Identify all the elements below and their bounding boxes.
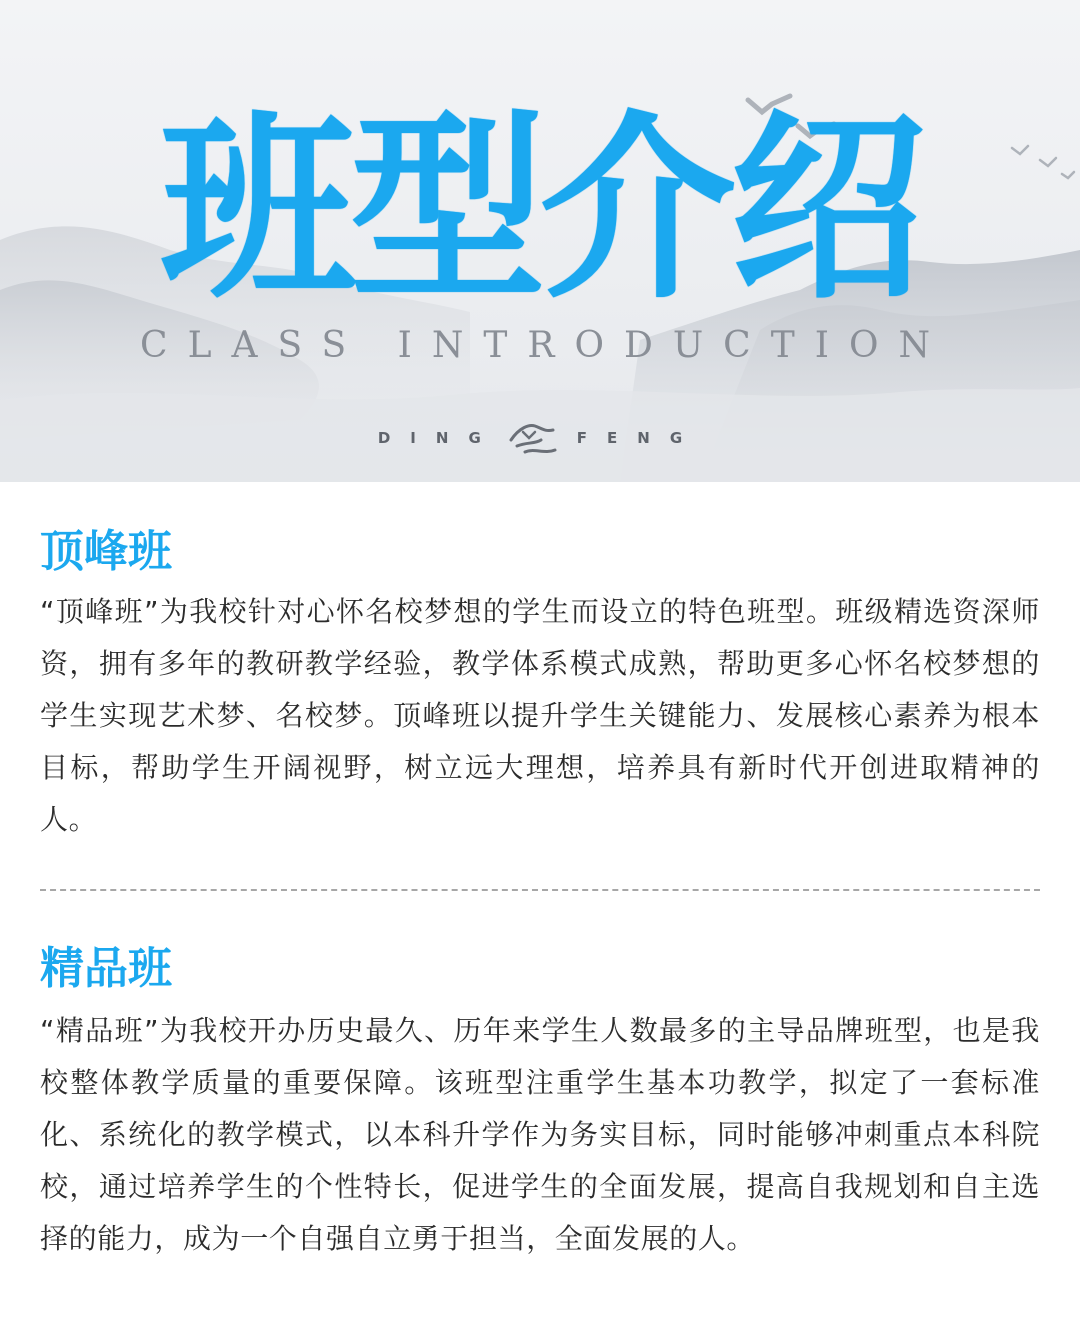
section-heading: 顶峰班 (40, 526, 172, 577)
section-heading: 精品班 (40, 943, 172, 994)
brand-mark (0, 418, 1080, 458)
dashed-divider (40, 889, 1040, 891)
section-body: “顶峰班”为我校针对心怀名校梦想的学生而设立的特色班型。班级精选资深师资，拥有多年的教研教学经验，教学体系模式成熟，帮助更多心怀名校梦想的学生实现艺术梦、名校梦。顶峰班以提升学生关键能力、发展核心素养为根本目标，帮助学生开阔视野，树立远大理想，培养具有新时代开创进取精神的人。 (40, 595, 1040, 836)
class-section-dingfeng (40, 524, 1040, 846)
section-body: “精品班”为我校开办历史最久、历年来学生人数最多的主导品牌班型，也是我校整体教学质量的重要保障。该班型注重学生基本功教学，拟定了一套标准化、系统化的教学模式，以本科升学作为务实目标，同时能够冲刺重点本科院校，通过培养学生的个性特长，促进学生的全面发展，提高自我规划和自主选择的能力，成为一个自强自立勇于担当，全面发展的人。 (40, 1014, 1040, 1255)
header-banner (0, 0, 1080, 482)
banner-subtitle: CLASS INTRODUCTION (140, 325, 950, 366)
banner-title: 班型介绍 (159, 93, 920, 327)
brand-logo-icon (505, 418, 561, 458)
brand-word-left: DING (377, 429, 501, 447)
class-section-jingpin (40, 941, 1040, 1265)
brand-word-right: FENG (576, 429, 703, 447)
